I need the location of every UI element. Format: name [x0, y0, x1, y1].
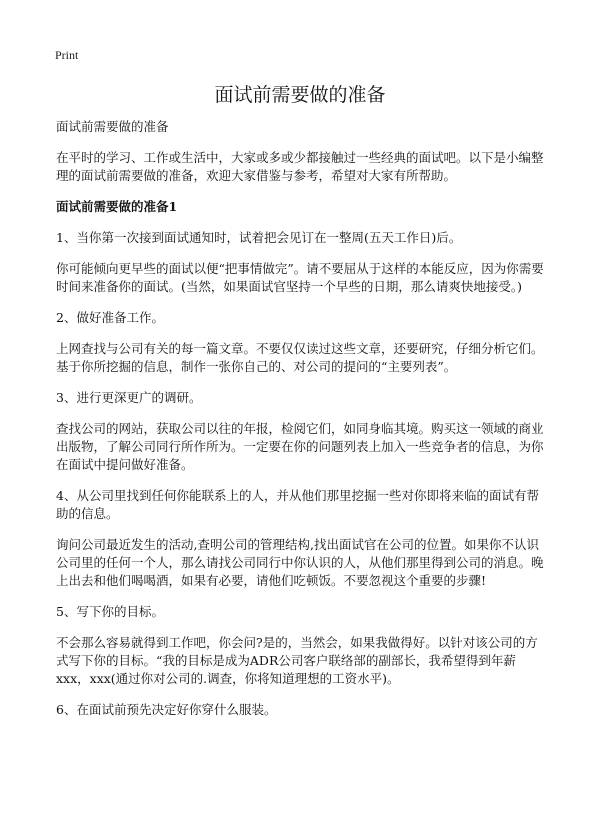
paragraph-11: 6、在面试前预先决定好你穿什么服装。	[56, 702, 277, 717]
paragraph-10: 不会那么容易就得到工作吧，你会问?是的，当然会，如果我做得好。以针对该公司的方式写下你的目标。“我的目标是成为ADR公司客户联络部的副部长，我希望得到年薪xxx，xxx(通过你对公司的.调查，你将知道理想的工资水平)。	[56, 635, 538, 686]
paragraph-8: 询问公司最近发生的活动,查明公司的管理结构,找出面试官在公司的位置。如果你不认识公司里的任何一个人，那么请找公司同行中你认识的人，从他们那里得到公司的消息。晚上出去和他们喝喝酒，如果有必要，请他们吃顿饭。不要忽视这个重要的步骤!	[56, 537, 544, 588]
article-subtitle: 面试前需要做的准备	[56, 119, 169, 134]
paragraph-7: 4、从公司里找到任何你能联系上的人，并从他们那里挖掘一些对你即将来临的面试有帮助的信息。	[56, 488, 539, 521]
print-link[interactable]: Print	[55, 48, 79, 62]
paragraph-5: 3、进行更深更广的调研。	[56, 390, 202, 405]
paragraph-1: 1、当你第一次接到面试通知时，试着把会见订在一整周(五天工作日)后。	[56, 230, 462, 245]
paragraph-6: 查找公司的网站，获取公司以往的年报，检阅它们，如同身临其境。购买这一领域的商业出版物，了解公司同行所作所为。一定要在你的问题列表上加入一些竞争者的信息，为你在面试中提问做好准备。	[56, 421, 544, 472]
paragraph-9: 5、写下你的目标。	[56, 604, 164, 619]
section-heading: 面试前需要做的准备1	[56, 199, 178, 214]
article-body	[56, 118, 548, 732]
paragraph-2: 你可能倾向更早些的面试以便“把事情做完”。请不要屈从于这样的本能反应，因为你需要时间来准备你的面试。(当然，如果面试官坚持一个早些的日期，那么请爽快地接受。)	[56, 261, 544, 294]
intro-paragraph: 在平时的学习、工作或生活中，大家或多或少都接触过一些经典的面试吧。以下是小编整理的面试前需要做的准备，欢迎大家借鉴与参考，希望对大家有所帮助。	[56, 150, 544, 183]
paragraph-3: 2、做好准备工作。	[56, 310, 164, 325]
page-title: 面试前需要做的准备	[214, 84, 386, 106]
paragraph-4: 上网查找与公司有关的每一篇文章。不要仅仅读过这些文章，还要研究，仔细分析它们。基于你所挖掘的信息，制作一张你自己的、对公司的提问的“主要列表”。	[56, 341, 544, 374]
